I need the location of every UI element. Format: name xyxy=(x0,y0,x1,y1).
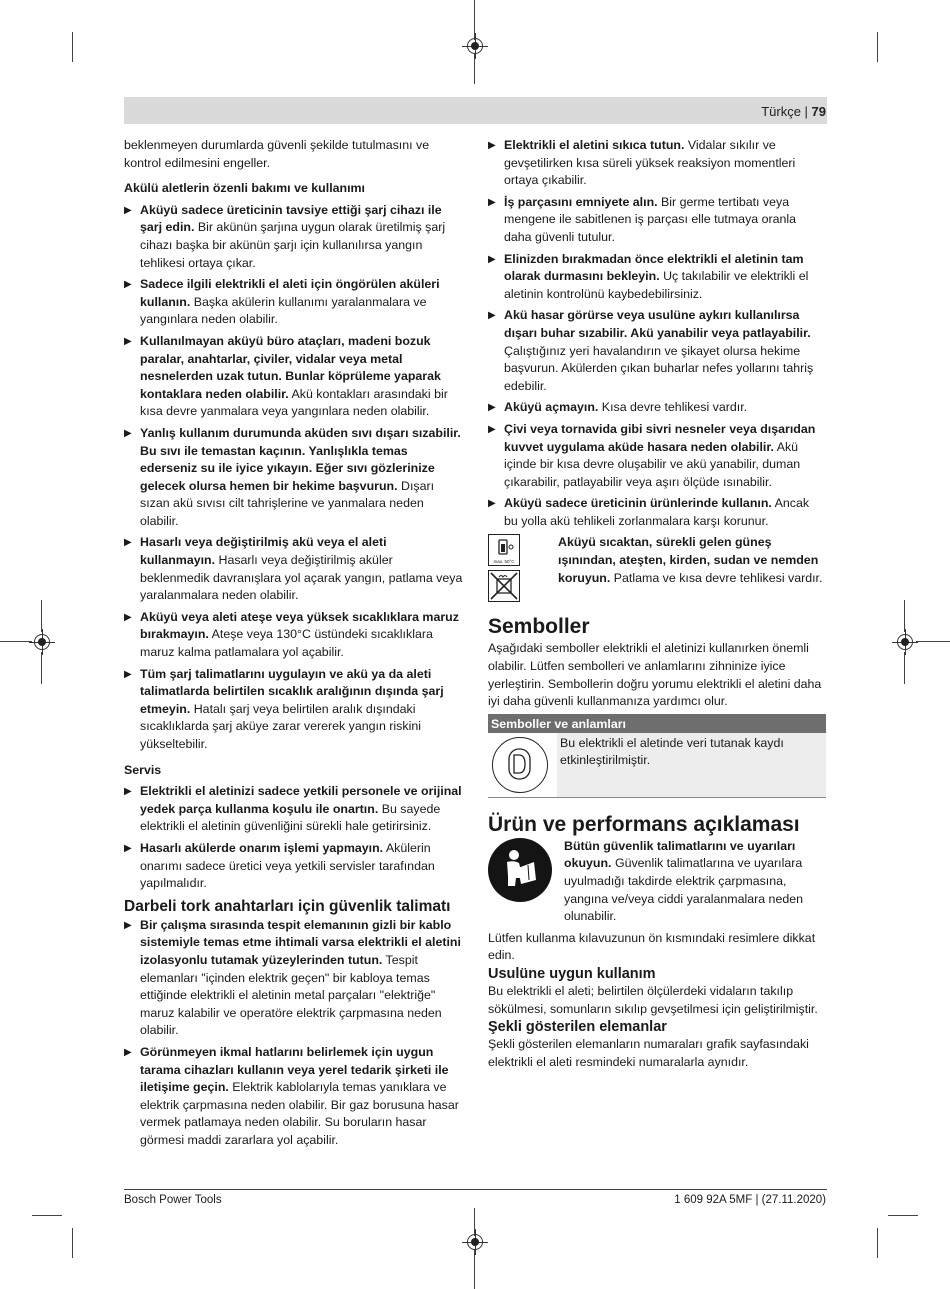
crop-mark xyxy=(877,1228,878,1258)
components-text: Şekli gösterilen elemanların numaraları grafik sayfasındaki elektrikli el aleti resmindeki numaralarla aynıdır. xyxy=(488,1037,809,1069)
footer-rule xyxy=(124,1189,827,1190)
bullet-item xyxy=(488,194,826,247)
bullet-bold-text: Aküyü sadece üreticinin ürünlerinde kullanın. xyxy=(504,496,772,511)
crop-mark xyxy=(41,600,42,632)
crop-mark xyxy=(41,652,42,684)
crop-mark xyxy=(474,54,475,84)
page-header-bar xyxy=(124,97,827,124)
bullet-arrow-icon: ▶ xyxy=(124,611,132,623)
bullet-arrow-icon: ▶ xyxy=(124,919,132,931)
manual-normal: Güvenlik talimatlarına ve uyarılara uyulmadığı takdirde elektrik çarpmasına, yangına ve/veya ciddi yaralanmalara neden olunabilir. xyxy=(564,856,804,924)
bullet-arrow-icon: ▶ xyxy=(488,310,496,322)
bullet-arrow-icon: ▶ xyxy=(488,498,496,510)
no-water-icon xyxy=(488,570,520,602)
product-title: Ürün ve performans açıklaması xyxy=(488,812,800,836)
warning-bold: Aküyü sıcaktan, sürekli gelen güneş ışınından, ateşten, kirden, sudan ve nemden koruyun. xyxy=(558,535,819,585)
intended-use-text: Bu elektrikli el aleti; belirtilen ölçülerdeki vidaların takılıp sökülmesi, somunların sıkılıp gevşetilmesi için geliştirilmiştir. xyxy=(488,984,818,1016)
bullet-item xyxy=(488,137,826,190)
bullet-text: Ateşe veya 130°C üstündeki sıcaklıklara maruz kalma patlamalara yol açabilir. xyxy=(140,627,433,660)
bullet-bold-text: Kullanılmayan aküyü büro ataçları, madeni bozuk paralar, anahtarlar, çiviler, vidalar veya metal nesnelerden uzak tutun. Bunlar köprüleme yaparak kontaklara neden olabilir. xyxy=(140,333,441,401)
bullet-bold-text: İş parçasını emniyete alın. xyxy=(504,194,658,209)
bullet-arrow-icon: ▶ xyxy=(488,402,496,414)
crop-mark xyxy=(0,641,32,642)
bullet-text: Tespit elemanları "içinden elektrik geçen" bir kabloya temas ettiğinde elektrikli el aletinin metal parçaları "elektriğe" maruz kalabilir ve operatöre elektrik çarpmasına neden olabilir. xyxy=(140,952,442,1038)
intro-text: beklenmeyen durumlarda güvenli şekilde tutulmasını ve kontrol edilmesini engeller. xyxy=(124,138,430,170)
bullet-arrow-icon: ▶ xyxy=(488,423,496,435)
bullet-arrow-icon: ▶ xyxy=(124,279,132,291)
bullet-item xyxy=(124,333,464,421)
bullet-bold-text: Yanlış kullanım durumunda aküden sıvı dışarı sızabilir. Bu sıvı ile temastan kaçının. Yanlışlıkla temas ederseniz su ile iyice yıkayın. Eğer sıvı gözlerinize gelecek olursa hemen bir hekime başvurun. xyxy=(140,425,461,493)
impact-heading: Darbeli tork anahtarları için güvenlik talimatı xyxy=(124,897,451,915)
bullet-bold-text: Aküyü açmayın. xyxy=(504,400,599,415)
bullet-item xyxy=(124,1044,464,1150)
bullet-item xyxy=(124,276,464,329)
left-column xyxy=(124,137,464,1153)
crop-mark xyxy=(72,32,73,62)
bullet-text: Kısa devre tehlikesi vardır. xyxy=(598,400,748,415)
bullet-arrow-icon: ▶ xyxy=(488,253,496,265)
crop-mark xyxy=(916,641,950,642)
bullet-item xyxy=(488,421,826,491)
bullet-bold-text: Akü hasar görürse veya usulüne aykırı kullanılırsa dışarı buhar sızabilir. Akü yanabilir veya patlayabilir. xyxy=(504,308,811,340)
impact-list xyxy=(124,917,464,1150)
bullet-item xyxy=(488,495,826,530)
bullet-bold-text: Bir çalışma sırasında tespit elemanının gizli bir kablo sistemiyle temas etme ihtimali varsa elektrikli el aletini izolasyonlu tutamak yüzeylerinden tutun. xyxy=(140,917,461,967)
crop-mark xyxy=(904,652,905,684)
crop-mark xyxy=(904,600,905,632)
crop-mark xyxy=(877,32,878,62)
bullet-bold-text: Aküyü sadece üreticinin tavsiye ettiği şarj cihazı ile şarj edin. xyxy=(140,202,442,235)
bullet-item xyxy=(124,783,464,836)
bullet-text: Vidalar sıkılır ve gevşetilirken kısa süreli yüksek reaksiyon momentleri ortaya çıkabilir. xyxy=(504,138,796,188)
bullet-bold-text: Sadece ilgili elektrikli el aleti için öngörülen aküleri kullanın. xyxy=(140,277,440,309)
crop-mark xyxy=(72,1228,73,1258)
bullet-arrow-icon: ▶ xyxy=(124,537,132,549)
registration-mark-icon xyxy=(34,634,50,650)
right-column xyxy=(488,137,826,1071)
right-list xyxy=(488,137,826,530)
symbol-meaning: Bu elektrikli el aletinde veri tutanak kaydı etkinleştirilmiştir. xyxy=(557,733,826,797)
bullet-item xyxy=(124,425,464,531)
bullet-bold-text: Hasarlı akülerde onarım işlemi yapmayın. xyxy=(140,840,384,855)
bullet-item xyxy=(124,609,464,662)
registration-mark-icon xyxy=(467,38,483,54)
symbols-intro: Aşağıdaki semboller elektrikli el aletinizi kullanırken önemli olabilir. Lütfen sembolleri ve anlamlarını zihninize iyice yerleştirin. Sembollerin doğru yorumu elektrikli el aletini daha iyi daha güvenli kullanmanıza yardımcı olur. xyxy=(488,641,822,709)
bullet-arrow-icon: ▶ xyxy=(124,668,132,680)
data-recording-icon xyxy=(492,737,548,793)
bullet-text: Başka akülerin kullanımı yaralanmalara ve yangınlara neden olabilir. xyxy=(140,294,427,327)
manual-notice xyxy=(488,838,826,926)
service-list xyxy=(124,783,464,893)
temperature-caption: max. 50°C xyxy=(493,559,515,565)
symbols-table xyxy=(488,733,826,798)
bullet-bold-text: Hasarlı veya değiştirilmiş akü veya el aleti kullanmayın. xyxy=(140,535,387,568)
battery-warning xyxy=(488,534,826,606)
bullet-item xyxy=(124,917,464,1040)
bullet-item xyxy=(124,202,464,272)
bullet-arrow-icon: ▶ xyxy=(124,1046,132,1058)
battery-list xyxy=(124,202,464,754)
registration-mark-icon xyxy=(467,1234,483,1250)
bullet-bold-text: Tüm şarj talimatlarını uygulayın ve akü ya da aleti talimatlarda belirtilen sıcaklık aralığının dışında şarj etmeyin. xyxy=(140,666,444,716)
bullet-item xyxy=(488,399,826,417)
intended-use-title: Usulüne uygun kullanım xyxy=(488,966,656,983)
bullet-text: Bir akünün şarjına uygun olarak üretilmiş şarj cihazı başka bir akünün şarjı için kullanılırsa yangın tehlikesi ortaya çıkar. xyxy=(140,220,446,270)
crop-mark xyxy=(474,1250,475,1289)
bullet-bold-text: Aküyü veya aleti ateşe veya yüksek sıcaklıklara maruz bırakmayın. xyxy=(140,609,459,642)
symbols-table-header: Semboller ve anlamları xyxy=(488,714,826,733)
bullet-item xyxy=(124,840,464,893)
bullet-bold-text: Elinizden bırakmadan önce elektrikli el aletinin tam olarak durmasını bekleyin. xyxy=(504,251,804,284)
bullet-item xyxy=(488,307,826,395)
symbol-cell xyxy=(488,733,556,797)
header-language: Türkçe xyxy=(761,104,801,119)
bullet-bold-text: Elektrikli el aletini sıkıca tutun. xyxy=(504,138,685,152)
bullet-text: Çalıştığınız yeri havalandırın ve şikayet olursa hekime başvurun. Akülerden çıkan buharlar nefes yollarını tahriş edebilir. xyxy=(504,343,814,393)
crop-mark xyxy=(888,1215,918,1216)
thermometer-icon xyxy=(488,534,520,566)
read-manual-icon xyxy=(488,838,552,902)
bullet-text: Akü içinde bir kısa devre oluşabilir ve akü yanabilir, duman çıkarabilir, patlayabilir veya aşırı ölçüde ısınabilir. xyxy=(504,439,801,489)
bullet-text: Uç takılabilir ve elektrikli el aletinin kontrolünü kaybedebilirsiniz. xyxy=(504,269,809,301)
bullet-text: Akü kontakları arasındaki bir kısa devre yanmalara veya yangınlara neden olabilir. xyxy=(140,386,448,419)
bullet-text: Elektrik kablolarıyla temas yanıklara ve elektrik çarpmasına neden olabilir. Bir gaz borusuna hasar vermek patlamaya neden olabilir. Su boruların hasar görmesi maddi zararlara yol açabilir. xyxy=(140,1080,459,1147)
components-title: Şekli gösterilen elemanlar xyxy=(488,1019,667,1036)
bullet-item xyxy=(124,666,464,754)
bullet-arrow-icon: ▶ xyxy=(124,204,132,216)
product-note: Lütfen kullanma kılavuzunun ön kısmındaki resimlere dikkat edin. xyxy=(488,930,816,963)
bullet-text: Ancak bu yolla akü tehlikeli zorlanmalara karşı korunur. xyxy=(504,496,810,528)
service-heading: Servis xyxy=(124,762,162,777)
warning-icons xyxy=(488,534,528,606)
bullet-item xyxy=(488,251,826,304)
bullet-text: Akülerin onarımı sadece üretici veya yetkili servisler tarafından yapılmalıdır. xyxy=(140,840,435,891)
bullet-text: Hatalı şarj veya belirtilen aralık dışındaki sıcaklıklarda şarj aküye zarar vererek yangın riskini yükseltebilir. xyxy=(140,701,421,751)
page-header: Türkçe | 79 xyxy=(761,104,826,119)
symbols-title: Semboller xyxy=(488,615,590,639)
bullet-bold-text: Çivi veya tornavida gibi sivri nesneler veya dışarıdan kuvvet uygulama aküde hasara neden olabilir. xyxy=(504,421,816,454)
page-number: 79 xyxy=(811,104,826,119)
bullet-text: Bir germe tertibatı veya mengene ile sabitlenen iş parçası elle tutmaya oranla daha güvenli tutulur. xyxy=(504,194,797,244)
crop-mark xyxy=(32,1215,62,1216)
bullet-arrow-icon: ▶ xyxy=(488,140,496,151)
bullet-text: Hasarlı veya değiştirilmiş aküler beklenmedik davranışlara yol açarak yangın, patlama veya yaralanmalara neden olabilir. xyxy=(140,553,463,603)
warning-normal: Patlama ve kısa devre tehlikesi vardır. xyxy=(610,570,823,585)
manual-text xyxy=(564,838,826,926)
manual-bold: Bütün güvenlik talimatlarını ve uyarıları okuyun. xyxy=(564,838,796,871)
bullet-text: Bu sayede elektrikli el aletinin güvenliğini sürekli hale getirirsiniz. xyxy=(140,801,441,834)
footer-brand: Bosch Power Tools xyxy=(124,1194,222,1206)
bullet-arrow-icon: ▶ xyxy=(488,196,496,208)
warning-text xyxy=(558,534,826,587)
bullet-text: Dışarı sızan akü sıvısı cilt tahrişlerine ve yanmalara neden olabilir. xyxy=(140,478,435,528)
bullet-arrow-icon: ▶ xyxy=(124,427,132,439)
bullet-item xyxy=(124,534,464,604)
bullet-arrow-icon: ▶ xyxy=(124,786,132,798)
battery-heading: Akülü aletlerin özenli bakımı ve kullanımı xyxy=(124,181,366,196)
registration-mark-icon xyxy=(897,634,913,650)
footer-doc-id: 1 609 92A 5MF | (27.11.2020) xyxy=(674,1194,826,1206)
bullet-bold-text: Elektrikli el aletinizi sadece yetkili personele ve orijinal yedek parça kullanma koşulu ile onartın. xyxy=(140,784,462,816)
bullet-arrow-icon: ▶ xyxy=(124,842,132,854)
bullet-arrow-icon: ▶ xyxy=(124,335,132,347)
bullet-bold-text: Görünmeyen ikmal hatlarını belirlemek için uygun tarama cihazları kullanın veya yerel tedarik şirketi ile iletişime geçin. xyxy=(140,1044,449,1095)
